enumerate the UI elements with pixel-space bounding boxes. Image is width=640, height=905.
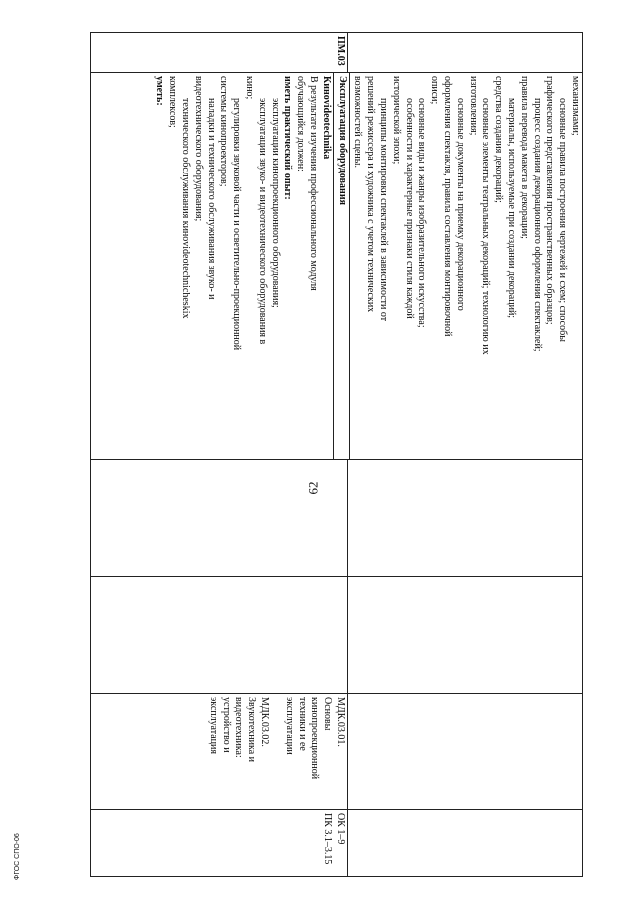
row-divider: [333, 73, 334, 459]
requirement-line: исторической эпохи;: [390, 76, 402, 165]
requirement-line: эксплуатации кинопроекционного оборудования;: [269, 98, 281, 308]
requirement-line: оформления спектакля, правила составления монтировочной: [442, 76, 454, 337]
requirement-line: решений режиссера и художника с учетом технических: [365, 76, 377, 313]
requirement-line: системы кинопроекторов;: [218, 76, 230, 187]
requirement-line: уметь:: [154, 76, 166, 106]
requirement-line: материалы, используемые при создании декораций;: [506, 98, 518, 319]
row-divider: [347, 694, 348, 809]
module-title: Эксплуатация оборудования: [336, 76, 348, 205]
requirement-line: процесс создания декорационного оформления спектаклей;: [531, 98, 543, 352]
mdk-cell: [91, 694, 583, 810]
requirement-line: возможностей сцены.: [352, 76, 364, 168]
requirement-line: средства создания декораций;: [493, 76, 505, 203]
requirement-line: механизмами;: [570, 76, 581, 136]
requirement-line: обучающийся должен:: [295, 76, 307, 172]
requirement-line: основные правила построения чертежей и схем; способы: [557, 98, 569, 342]
module-code: ПМ.03: [335, 36, 346, 66]
requirement-line: правила перевода макета в декорации;: [518, 76, 530, 239]
requirement-line: особенности и характерные признаки стиля каждой: [403, 98, 415, 319]
requirement-line: основные элементы театральных декораций; технологию их: [480, 98, 492, 355]
requirements-list: [351, 76, 581, 456]
row-divider: [347, 810, 348, 876]
module-code-cell: [91, 33, 583, 73]
requirement-line: иметь практический опыт:: [282, 76, 294, 200]
requirement-line: основные документы на приемку декорационного: [454, 98, 466, 311]
professional-competencies: ПК 3.1–3.15: [322, 813, 334, 865]
total-hours-cell: [91, 460, 583, 577]
curriculum-table-rotated: [90, 32, 583, 877]
requirement-line: В результате изучения профессионального модуля: [308, 76, 320, 291]
row-divider: [347, 460, 348, 576]
requirement-line: принципы монтировки спектаклей в зависимости от: [378, 98, 390, 322]
requirement-line: изготовления;: [467, 76, 479, 136]
footer-code: ФГОС СПО-06: [14, 833, 21, 880]
curriculum-table: [90, 32, 583, 877]
requirement-line: регулировки звуковой части и осветительно-проекционной: [231, 98, 243, 351]
requirement-line: комплексов;: [167, 76, 179, 128]
requirement-line: кино;: [244, 76, 256, 100]
requirement-line: наладки и технического обслуживания звуко- и: [205, 98, 217, 300]
row-divider: [349, 73, 350, 459]
module-hours-cell: [91, 577, 583, 694]
row-divider: [347, 33, 348, 72]
requirement-line: видеотехнического оборудования;: [192, 76, 204, 222]
module-subtitle: Кинovideotechnika: [320, 76, 332, 160]
requirement-line: эксплуатации звуко- и видеотехнического оборудования в: [256, 98, 268, 345]
requirement-line: технического обслуживания кинovideotechnicheskix: [180, 98, 192, 319]
requirement-line: описи;: [429, 76, 441, 105]
page-number: 62: [305, 481, 321, 495]
requirements-cell: [91, 73, 583, 460]
competencies-cell: [91, 810, 583, 877]
table-row: [91, 33, 583, 877]
row-divider: [347, 577, 348, 693]
requirement-line: графического представления пространственных образцов;: [544, 76, 556, 325]
general-competencies: ОК 1–9: [335, 813, 346, 845]
module-requirements-list: [153, 76, 319, 456]
mdk-03-01: МДК.03.01. Основы кинопроекционной техники и ее эксплуатации: [283, 697, 346, 780]
requirement-line: основные виды и жанры изобразительного искусства;: [416, 98, 428, 328]
mdk-03-02: МДК.03.02. Звукотехника и видеотехника: устройство и эксплуатация: [207, 697, 271, 762]
